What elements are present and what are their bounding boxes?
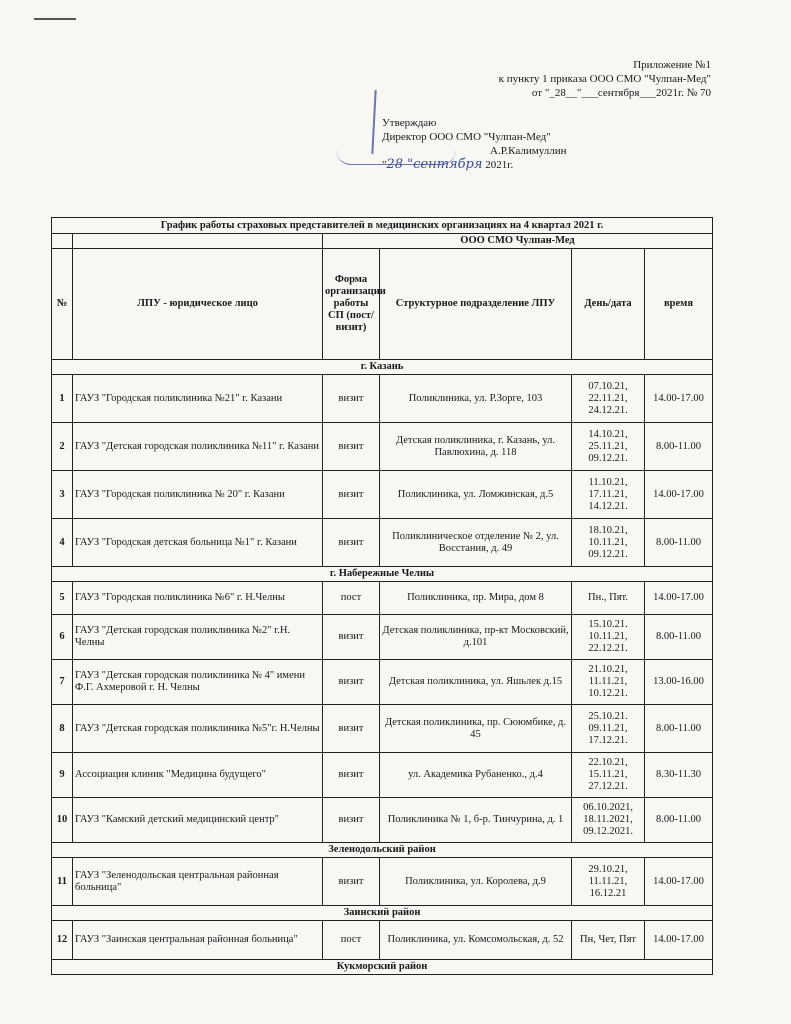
approval-label: Утверждаю [382,117,437,129]
section-header: Заинский район [52,906,713,921]
cell-lpu: ГАУЗ "Камский детский медицинский центр" [73,798,323,843]
cell-time: 8.30-11.30 [645,753,713,798]
cell-num: 3 [52,471,73,519]
cell-form: визит [323,798,380,843]
cell-num: 1 [52,375,73,423]
cell-time: 14.00-17.00 [645,375,713,423]
cell-lpu: ГАУЗ "Городская поликлиника №21" г. Казани [73,375,323,423]
cell-unit: Поликлиника, ул. Р.Зорге, 103 [380,375,572,423]
cell-form: визит [323,519,380,567]
cell-lpu: ГАУЗ "Детская городская поликлиника № 4" имени Ф.Г. Ахмеровой г. Н. Челны [73,660,323,705]
org-spacer [73,234,323,249]
cell-num: 2 [52,423,73,471]
cell-time: 14.00-17.00 [645,582,713,615]
table-title: График работы страховых представителей в медицинских организациях на 4 квартал 2021 г. [52,218,713,234]
cell-date: 29.10.21, 11.11.21, 16.12.21 [572,858,645,906]
cell-unit: Детская поликлиника, пр. Сююмбике, д. 45 [380,705,572,753]
org-name: ООО СМО Чулпан-Мед [323,234,713,249]
org-spacer [52,234,73,249]
header-form: Форма организации работы СП (пост/визит) [323,249,380,360]
cell-unit: Поликлиника № 1, б-р. Тинчурина, д. 1 [380,798,572,843]
cell-num: 7 [52,660,73,705]
cell-lpu: ГАУЗ "Детская городская поликлиника №2" г.Н. Челны [73,615,323,660]
cell-unit: Поликлиника, ул. Ломжинская, д.5 [380,471,572,519]
section-header: Кукморский район [52,960,713,975]
cell-form: пост [323,921,380,960]
cell-num: 12 [52,921,73,960]
cell-lpu: ГАУЗ "Городская поликлиника №6" г. Н.Челны [73,582,323,615]
cell-date: Пн., Пят. [572,582,645,615]
scan-mark [34,18,76,20]
header-time: время [645,249,713,360]
cell-form: визит [323,705,380,753]
cell-date: 07.10.21, 22.11.21, 24.12.21. [572,375,645,423]
cell-lpu: ГАУЗ "Детская городская поликлиника №5"г. Н.Челны [73,705,323,753]
table-row [52,375,713,423]
cell-unit: Детская поликлиника, г. Казань, ул. Павлюхина, д. 118 [380,423,572,471]
header-unit: Структурное подразделение ЛПУ [380,249,572,360]
signature-stroke [371,90,376,154]
cell-unit: Детская поликлиника, ул. Яшьлек д.15 [380,660,572,705]
cell-lpu: ГАУЗ "Детская городская поликлиника №11" г. Казани [73,423,323,471]
cell-date: 06.10.2021, 18.11.2021, 09.12.2021. [572,798,645,843]
table-row [52,582,713,615]
schedule-table [51,217,713,975]
cell-unit: Поликлиническое отделение № 2, ул. Восстания, д. 49 [380,519,572,567]
cell-form: визит [323,471,380,519]
cell-lpu: ГАУЗ "Городская детская больница №1" г. Казани [73,519,323,567]
table-row [52,471,713,519]
cell-time: 14.00-17.00 [645,471,713,519]
cell-date: 21.10.21, 11.11.21, 10.12.21. [572,660,645,705]
cell-date: 18.10.21, 10.11.21, 09.12.21. [572,519,645,567]
cell-num: 8 [52,705,73,753]
cell-time: 14.00-17.00 [645,921,713,960]
cell-form: визит [323,615,380,660]
section-header: г. Казань [52,360,713,375]
table-row [52,798,713,843]
cell-time: 14.00-17.00 [645,858,713,906]
header-lpu: ЛПУ - юридическое лицо [73,249,323,360]
cell-num: 6 [52,615,73,660]
table-row [52,423,713,471]
approval-date: "28 "сентября 2021г. [382,157,514,172]
approval-position: Директор ООО СМО "Чулпан-Мед" [382,131,551,143]
cell-time: 8.00-11.00 [645,519,713,567]
handwritten-date: 28 "сентября [386,157,483,172]
cell-time: 8.00-11.00 [645,705,713,753]
cell-time: 8.00-11.00 [645,798,713,843]
cell-unit: ул. Академика Рубаненко., д.4 [380,753,572,798]
header-date: День/дата [572,249,645,360]
table-row [52,660,713,705]
cell-lpu: ГАУЗ "Зеленодольская центральная районная больница" [73,858,323,906]
table-row [52,615,713,660]
cell-time: 8.00-11.00 [645,423,713,471]
cell-date: 11.10.21, 17.11.21, 14.12.21. [572,471,645,519]
cell-date: 14.10.21, 25.11.21, 09.12.21. [572,423,645,471]
header-num: № [52,249,73,360]
cell-form: визит [323,375,380,423]
cell-form: пост [323,582,380,615]
table-row [52,921,713,960]
cell-num: 11 [52,858,73,906]
cell-date: 22.10.21, 15.11.21, 27.12.21. [572,753,645,798]
appendix-reference: к пункту 1 приказа ООО СМО "Чулпан-Мед" [498,73,711,85]
section-header: Зеленодольский район [52,843,713,858]
cell-lpu: ГАУЗ "Городская поликлиника № 20" г. Казани [73,471,323,519]
cell-date: 25.10.21. 09.11.21, 17.12.21. [572,705,645,753]
cell-form: визит [323,423,380,471]
cell-date: 15.10.21. 10.11.21, 22.12.21. [572,615,645,660]
cell-num: 10 [52,798,73,843]
table-row [52,858,713,906]
appendix-block [499,58,711,100]
cell-lpu: ГАУЗ "Заинская центральная районная больница" [73,921,323,960]
cell-form: визит [323,660,380,705]
cell-time: 13.00-16.00 [645,660,713,705]
cell-form: визит [323,753,380,798]
table-row [52,753,713,798]
cell-form: визит [323,858,380,906]
approval-block [382,116,566,172]
cell-num: 4 [52,519,73,567]
appendix-order-date: от "_28__"___сентября___2021г. № 70 [531,87,711,99]
approval-signatory: А.Р.Калимуллин [490,145,567,157]
cell-time: 8.00-11.00 [645,615,713,660]
cell-unit: Детская поликлиника, пр-кт Московский, д.101 [380,615,572,660]
table-row [52,519,713,567]
cell-lpu: Ассоциация клиник "Медицина будущего" [73,753,323,798]
cell-num: 5 [52,582,73,615]
section-header: г. Набережные Челны [52,567,713,582]
appendix-title: Приложение №1 [633,59,711,71]
cell-unit: Поликлиника, ул. Королева, д.9 [380,858,572,906]
cell-unit: Поликлиника, ул. Комсомольская, д. 52 [380,921,572,960]
cell-num: 9 [52,753,73,798]
cell-unit: Поликлиника, пр. Мира, дом 8 [380,582,572,615]
cell-date: Пн, Чет, Пят [572,921,645,960]
table-row [52,705,713,753]
